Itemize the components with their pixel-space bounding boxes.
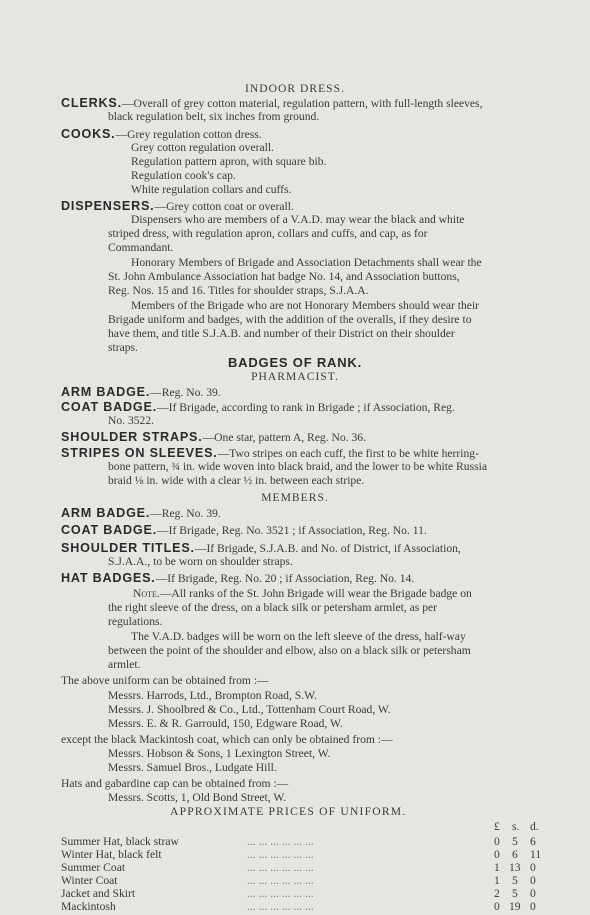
dispensers-lead: —Grey cotton coat or overall. — [154, 200, 294, 213]
shoulder-titles-heading: SHOULDER TITLES. — [61, 541, 195, 555]
dispensers-line: St. John Ambulance Association hat badge No. 14, and Association buttons, — [108, 270, 460, 283]
mackintosh-intro: except the black Mackintosh coat, which can only be obtained from :— — [61, 733, 393, 746]
price-pounds: 0 — [494, 900, 500, 913]
price-pence: 0 — [530, 900, 536, 913]
price-shillings: 19 — [509, 900, 521, 913]
dispensers-heading: DISPENSERS. — [61, 199, 155, 213]
cooks-item: Regulation cook's cap. — [131, 169, 236, 182]
supplier-line: Messrs. J. Shoolbred & Co., Ltd., Tottenham Court Road, W. — [108, 703, 391, 716]
price-pounds: 0 — [494, 848, 500, 861]
dispensers-entry — [61, 199, 294, 214]
cooks-entry — [61, 127, 262, 142]
price-shillings: 5 — [512, 874, 518, 887]
stripes-heading: STRIPES ON SLEEVES. — [61, 446, 218, 460]
dispensers-line: Dispensers who are members of a V.A.D. may wear the black and white — [131, 213, 465, 226]
price-pence: 11 — [530, 848, 542, 861]
cooks-item: White regulation collars and cuffs. — [131, 183, 292, 196]
hats-supplier: Messrs. Scotts, 1, Old Bond Street, W. — [108, 791, 287, 804]
leader-dots: ... ... ... ... ... ... — [247, 861, 314, 874]
section-title-indoor-dress: INDOOR DRESS. — [245, 82, 345, 95]
note-line: regulations. — [108, 615, 163, 628]
stripes-text2: bone pattern, ¾ in. wide woven into black braid, and the lower to be white Russia — [108, 460, 487, 473]
note-text: —All ranks of the St. John Brigade will wear the Brigade badge on — [159, 587, 472, 600]
badges-of-rank-title: BADGES OF RANK. — [227, 355, 363, 370]
leader-dots: ... ... ... ... ... ... — [247, 900, 314, 913]
members-shoulder-titles — [61, 541, 461, 556]
col-pounds: £ — [494, 820, 500, 833]
price-shillings: 5 — [512, 835, 518, 848]
note-line: between the point of the shoulder and elbow, also on a black silk or petersham — [108, 644, 471, 657]
stripes-text3: braid ⅛ in. wide with a clear ½ in. between each stripe. — [108, 474, 365, 487]
dispensers-line: have them, and title S.J.A.B. and number of their District on their shoulder — [108, 327, 455, 340]
note-label: Note. — [133, 587, 160, 600]
col-pence: d. — [530, 820, 539, 833]
arm-badge-heading: ARM BADGE. — [61, 385, 151, 399]
price-pence: 0 — [530, 874, 536, 887]
leader-dots: ... ... ... ... ... ... — [247, 874, 314, 887]
cooks-lead: —Grey regulation cotton dress. — [115, 128, 262, 141]
leader-dots: ... ... ... ... ... ... — [247, 848, 314, 861]
price-item: Summer Hat, black straw — [61, 835, 179, 848]
members-hat-badges — [61, 571, 414, 586]
note-line: the right sleeve of the dress, on a black silk or petersham armlet, as per — [108, 601, 438, 614]
mackintosh-supplier: Messrs. Hobson & Sons, 1 Lexington Street, W. — [108, 747, 331, 760]
price-pounds: 1 — [494, 861, 500, 874]
coat-badge-text: —If Brigade, Reg. No. 3521 ; if Association, Reg. No. 11. — [157, 524, 427, 537]
price-pence: 0 — [530, 887, 536, 900]
clerks-entry — [61, 96, 482, 111]
note-line: The V.A.D. badges will be worn on the left sleeve of the dress, half-way — [131, 630, 466, 643]
note-line: armlet. — [108, 658, 141, 671]
pharmacist-coat-badge — [61, 400, 455, 415]
price-shillings: 5 — [512, 887, 518, 900]
coat-badge-text: —If Brigade, according to rank in Brigade ; if Association, Reg. — [157, 401, 455, 414]
members-title: MEMBERS. — [261, 491, 329, 504]
cooks-heading: COOKS. — [61, 127, 116, 141]
clerks-line2: black regulation belt, six inches from ground. — [108, 110, 320, 123]
dispensers-line: Brigade uniform and badges, with the addition of the overalls, if they desire to — [108, 313, 472, 326]
arm-badge-text: —Reg. No. 39. — [150, 507, 221, 520]
arm-badge-text: —Reg. No. 39. — [150, 386, 221, 399]
price-item: Summer Coat — [61, 861, 126, 874]
note-first-line — [133, 587, 472, 601]
shoulder-titles-text: —If Brigade, S.J.A.B. and No. of District, if Association, — [194, 542, 461, 555]
hat-badges-text: —If Brigade, Reg. No. 20 ; if Association, Reg. No. 14. — [155, 572, 415, 585]
coat-badge-text2: No. 3522. — [108, 414, 155, 427]
pharmacist-stripes — [61, 446, 479, 461]
coat-badge-heading: COAT BADGE. — [61, 400, 158, 414]
hats-intro: Hats and gabardine cap can be obtained from :— — [61, 777, 289, 790]
price-item: Winter Coat — [61, 874, 118, 887]
hat-badges-heading: HAT BADGES. — [61, 571, 156, 585]
shoulder-straps-heading: SHOULDER STRAPS. — [61, 430, 203, 444]
cooks-item: Grey cotton regulation overall. — [131, 141, 274, 154]
arm-badge-heading: ARM BADGE. — [61, 506, 151, 520]
dispensers-line: straps. — [108, 341, 138, 354]
pharmacist-shoulder-straps — [61, 430, 366, 445]
prices-title: APPROXIMATE PRICES OF UNIFORM. — [170, 805, 407, 818]
dispensers-line: Commandant. — [108, 241, 174, 254]
pharmacist-arm-badge — [61, 385, 221, 400]
dispensers-line: Members of the Brigade who are not Honorary Members should wear their — [131, 299, 480, 312]
mackintosh-supplier: Messrs. Samuel Bros., Ludgate Hill. — [108, 761, 277, 774]
leader-dots: ... ... ... ... ... ... — [247, 887, 314, 900]
coat-badge-heading: COAT BADGE. — [61, 523, 158, 537]
price-pence: 0 — [530, 861, 536, 874]
price-pounds: 1 — [494, 874, 500, 887]
price-item: Jacket and Skirt — [61, 887, 136, 900]
clerks-heading: CLERKS. — [61, 96, 122, 110]
price-pounds: 0 — [494, 835, 500, 848]
price-item: Mackintosh — [61, 900, 116, 913]
dispensers-line: Reg. Nos. 15 and 16. Titles for shoulder straps, S.J.A.A. — [108, 284, 369, 297]
clerks-line1: —Overall of grey cotton material, regulation pattern, with full-length sleeves, — [121, 97, 483, 110]
dispensers-line: Honorary Members of Brigade and Association Detachments shall wear the — [131, 256, 482, 269]
stripes-text: —Two stripes on each cuff, the first to be white herring- — [217, 447, 479, 460]
shoulder-straps-text: —One star, pattern A, Reg. No. 36. — [202, 431, 366, 444]
members-arm-badge — [61, 506, 221, 521]
col-shillings: s. — [512, 820, 520, 833]
price-shillings: 13 — [509, 861, 521, 874]
shoulder-titles-text2: S.J.A.A., to be worn on shoulder straps. — [108, 555, 293, 568]
price-pounds: 2 — [494, 887, 500, 900]
dispensers-line: striped dress, with regulation apron, collars and cuffs, and cap, as for — [108, 227, 428, 240]
leader-dots: ... ... ... ... ... ... — [247, 835, 314, 848]
supplier-line: Messrs. Harrods, Ltd., Brompton Road, S.W. — [108, 689, 317, 702]
pharmacist-title: PHARMACIST. — [251, 370, 339, 383]
cooks-item: Regulation pattern apron, with square bib. — [131, 155, 327, 168]
members-coat-badge — [61, 523, 427, 538]
price-shillings: 6 — [512, 848, 518, 861]
supplier-line: Messrs. E. & R. Garrould, 150, Edgware Road, W. — [108, 717, 343, 730]
price-item: Winter Hat, black felt — [61, 848, 162, 861]
price-pence: 6 — [530, 835, 536, 848]
suppliers-intro: The above uniform can be obtained from :— — [61, 674, 269, 687]
